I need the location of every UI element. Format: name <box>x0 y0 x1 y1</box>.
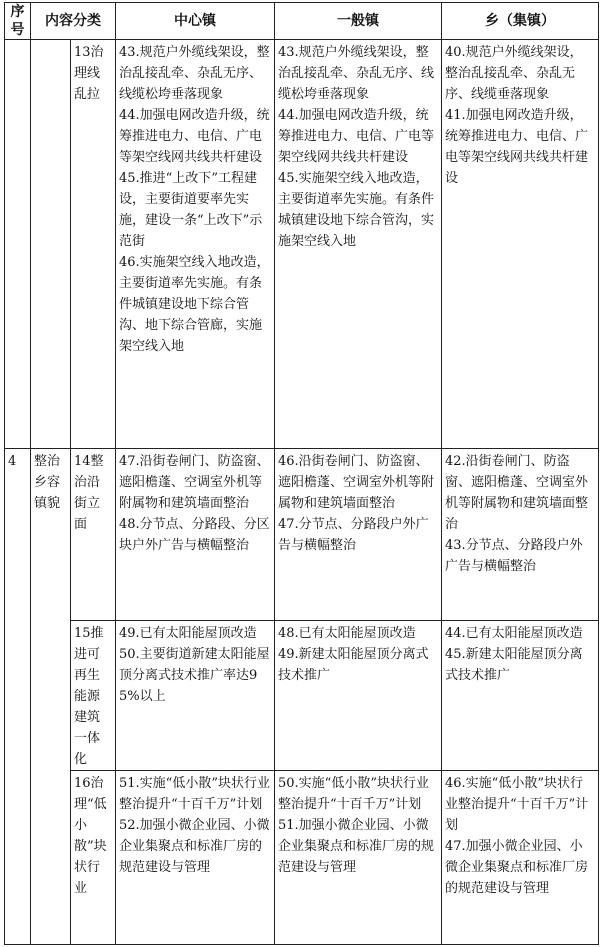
cell-township: 42.沿街卷闸门、防盗窗、遮阳檐蓬、空调室外机等附属物和建筑墙面整治 43.分节点、分路段户外广告与横幅整治 <box>442 449 599 621</box>
header-index: 序号 <box>5 3 31 40</box>
header-center-town: 中心镇 <box>116 3 275 40</box>
header-category: 内容分类 <box>31 3 116 40</box>
cell-township: 46.实施“低小散”块状行业整治提升“十百千万”计划 47.加强小微企业园、小微企业集聚点和标准厂房的规范建设与管理 <box>442 771 599 945</box>
table-row <box>5 449 599 621</box>
header-row <box>5 3 599 40</box>
cell-township: 40.规范户外缆线架设，整治乱接乱牵、杂乱无序、线缆垂落现象 41.加强电网改造升级，统筹推进电力、电信、广电等架空线网共线共杆建设 <box>442 40 599 449</box>
row-category: 整治乡容镇貌 <box>31 449 71 945</box>
measures-table <box>4 2 599 945</box>
header-township: 乡（集镇） <box>442 3 599 40</box>
cell-general-town: 50.实施“低小散”块状行业整治提升“十百千万”计划 51.加强小微企业园、小微企业集聚点和标准厂房的规范建设与管理 <box>275 771 442 945</box>
row-subcategory: 14整治沿街立面 <box>71 449 116 621</box>
row-index: 4 <box>5 449 31 945</box>
row-subcategory: 16治理“低小散”块状行业 <box>71 771 116 945</box>
row-subcategory: 13治理线乱拉 <box>71 40 116 449</box>
cell-center-town: 47.沿街卷闸门、防盗窗、遮阳檐蓬、空调室外机等附属物和建筑墙面整治 48.分节点、分路段、分区块户外广告与横幅整治 <box>116 449 275 621</box>
cell-general-town: 48.已有太阳能屋顶改造 49.新建太阳能屋顶分离式技术推广 <box>275 621 442 771</box>
cell-center-town: 49.已有太阳能屋顶改造 50.主要街道新建太阳能屋顶分离式技术推广率达95%以上 <box>116 621 275 771</box>
cell-center-town: 51.实施“低小散”块状行业整治提升“十百千万”计划 52.加强小微企业园、小微企业集聚点和标准厂房的规范建设与管理 <box>116 771 275 945</box>
table-row <box>5 621 599 771</box>
table-row <box>5 771 599 945</box>
cell-center-town: 43.规范户外缆线架设，整治乱接乱牵、杂乱无序、线缆松垮垂落现象 44.加强电网改造升级，统筹推进电力、电信、广电等架空线网共线共杆建设 45.推进“上改下”工程建设，主要街道要率先实施，建设一条“上改下”示范街 46.实施架空线入地改造，主要街道率先实施。有条件城镇建设地下综合管沟、地下综合管廊，实施架空线入地 <box>116 40 275 449</box>
cell-general-town: 46.沿街卷闸门、防盗窗、遮阳檐蓬、空调室外机等附属物和建筑墙面整治 47.分节点、分路段户外广告与横幅整治 <box>275 449 442 621</box>
cell-general-town: 43.规范户外缆线架设，整治乱接乱牵、杂乱无序、线缆松垮垂落现象 44.加强电网改造升级，统筹推进电力、电信、广电等架空线网共线共杆建设 45.实施架空线入地改造，主要街道率先实施。有条件城镇建设地下综合管沟，实施架空线入地 <box>275 40 442 449</box>
table-row <box>5 40 599 449</box>
header-general-town: 一般镇 <box>275 3 442 40</box>
row-index <box>5 40 31 449</box>
cell-township: 44.已有太阳能屋顶改造 45.新建太阳能屋顶分离式技术推广 <box>442 621 599 771</box>
row-category <box>31 40 71 449</box>
row-subcategory: 15推进可再生能源建筑一体化 <box>71 621 116 771</box>
